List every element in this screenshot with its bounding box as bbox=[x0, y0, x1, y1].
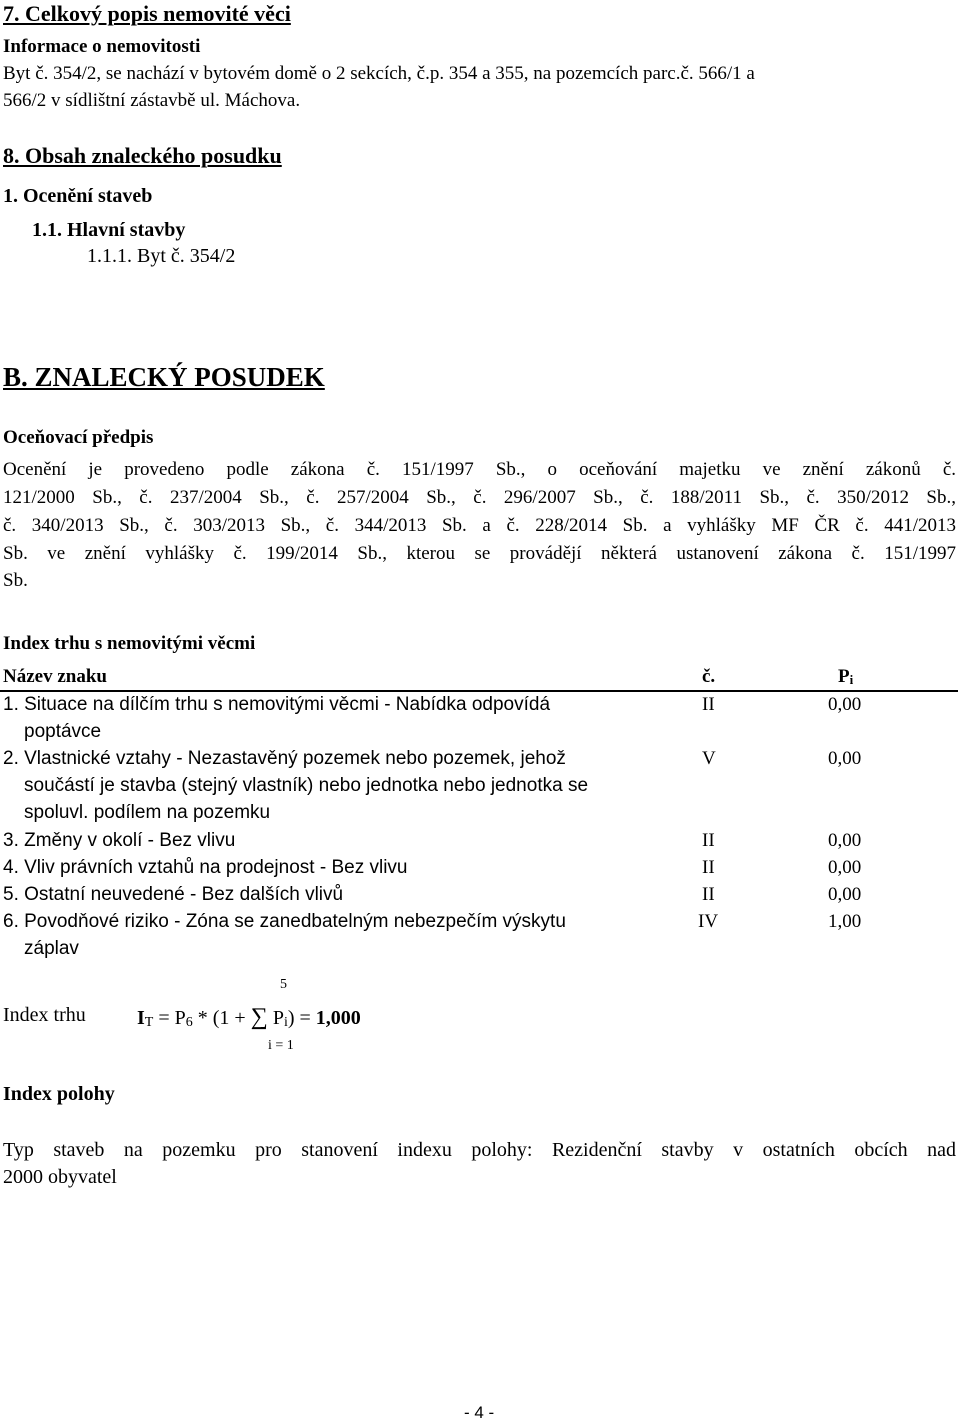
factor-row-class: II bbox=[702, 884, 715, 905]
market-index-heading: Index trhu s nemovitými věcmi bbox=[3, 633, 256, 654]
section-7-heading: 7. Celkový popis nemovité věci bbox=[3, 1, 291, 26]
valuation-rule-line: 121/2000 Sb., č. 237/2004 Sb., č. 257/2004 Sb., č. 296/2007 Sb., č. 188/2011 Sb., č. 350/2012 Sb., bbox=[3, 487, 956, 508]
col-header-no: č. bbox=[702, 666, 716, 687]
factor-row-name-cont: poptávce bbox=[24, 721, 102, 742]
factor-row-value: 0,00 bbox=[828, 884, 862, 905]
factor-row-class: II bbox=[702, 830, 715, 851]
sum-lower-limit: i = 1 bbox=[268, 1038, 294, 1053]
factor-row-class: II bbox=[702, 857, 715, 878]
valuation-rule-line: Sb. bbox=[3, 570, 28, 591]
factor-row-name: 6. Povodňové riziko - Zóna se zanedbatelným nebezpečím výskytu bbox=[3, 911, 566, 932]
factor-row-value: 0,00 bbox=[828, 694, 862, 715]
factor-row-name: 5. Ostatní neuvedené - Bez dalších vlivů bbox=[3, 884, 344, 905]
col-header-name: Název znaku bbox=[3, 666, 107, 687]
factor-row-class: V bbox=[702, 748, 716, 769]
market-index-formula: IT = P6 * (1 + ∑ Pi) = 1,000 bbox=[137, 1004, 361, 1030]
factor-row-class: IV bbox=[698, 911, 719, 932]
factor-row-value: 1,00 bbox=[828, 911, 862, 932]
valuation-rule-line: Ocenění je provedeno podle zákona č. 151/1997 Sb., o oceňování majetku ve znění zákonů č. bbox=[3, 459, 956, 480]
factor-row-name-cont: spoluvl. podílem na pozemku bbox=[24, 802, 271, 823]
factor-row-name: 2. Vlastnické vztahy - Nezastavěný pozemek nebo pozemek, jehož bbox=[3, 748, 566, 769]
toc-item-1: 1. Ocenění staveb bbox=[3, 185, 153, 207]
factor-row-class: II bbox=[702, 694, 715, 715]
location-index-line-1: Typ staveb na pozemku pro stanovení indexu polohy: Rezidenční stavby v ostatních obcích nad bbox=[3, 1139, 956, 1161]
factor-row-name-cont: záplav bbox=[24, 938, 79, 959]
section-b-heading: B. ZNALECKÝ POSUDEK bbox=[3, 362, 325, 392]
sum-upper-limit: 5 bbox=[280, 977, 287, 992]
location-index-line-2: 2000 obyvatel bbox=[3, 1166, 117, 1188]
valuation-rule-heading: Oceňovací předpis bbox=[3, 427, 154, 448]
info-heading: Informace o nemovitosti bbox=[3, 36, 201, 57]
toc-item-1-1-1: 1.1.1. Byt č. 354/2 bbox=[87, 245, 236, 267]
factor-row-name-cont: součástí je stavba (stejný vlastník) nebo jednotka nebo jednotka se bbox=[24, 775, 589, 796]
factor-row-name: 1. Situace na dílčím trhu s nemovitými věcmi - Nabídka odpovídá bbox=[3, 694, 551, 715]
property-info-line-1: Byt č. 354/2, se nachází v bytovém domě o 2 sekcích, č.p. 354 a 355, na pozemcích parc.č. 566/1 a bbox=[3, 63, 755, 84]
page-number: - 4 - bbox=[464, 1403, 495, 1422]
header-rule bbox=[0, 690, 958, 692]
factor-row-name: 3. Změny v okolí - Bez vlivu bbox=[3, 830, 236, 851]
valuation-rule-line: Sb. ve znění vyhlášky č. 199/2014 Sb., kterou se provádějí některá ustanovení zákona č. 151/1997 bbox=[3, 543, 956, 564]
formula-label: Index trhu bbox=[3, 1004, 86, 1026]
sum-icon: ∑ bbox=[250, 1004, 268, 1030]
property-info-line-2: 566/2 v sídlištní zástavbě ul. Máchova. bbox=[3, 90, 301, 111]
toc-item-1-1: 1.1. Hlavní stavby bbox=[32, 219, 186, 241]
market-index-result: 1,000 bbox=[315, 1007, 361, 1029]
location-index-heading: Index polohy bbox=[3, 1083, 115, 1105]
factor-row-name: 4. Vliv právních vztahů na prodejnost - Bez vlivu bbox=[3, 857, 408, 878]
factor-row-value: 0,00 bbox=[828, 830, 862, 851]
col-header-p: Pi bbox=[838, 666, 854, 687]
factor-row-value: 0,00 bbox=[828, 748, 862, 769]
factor-row-value: 0,00 bbox=[828, 857, 862, 878]
valuation-rule-line: č. 340/2013 Sb., č. 303/2013 Sb., č. 344/2013 Sb. a č. 228/2014 Sb. a vyhlášky MF ČR č. 441/2013 bbox=[3, 515, 956, 536]
section-8-heading: 8. Obsah znaleckého posudku bbox=[3, 143, 282, 168]
